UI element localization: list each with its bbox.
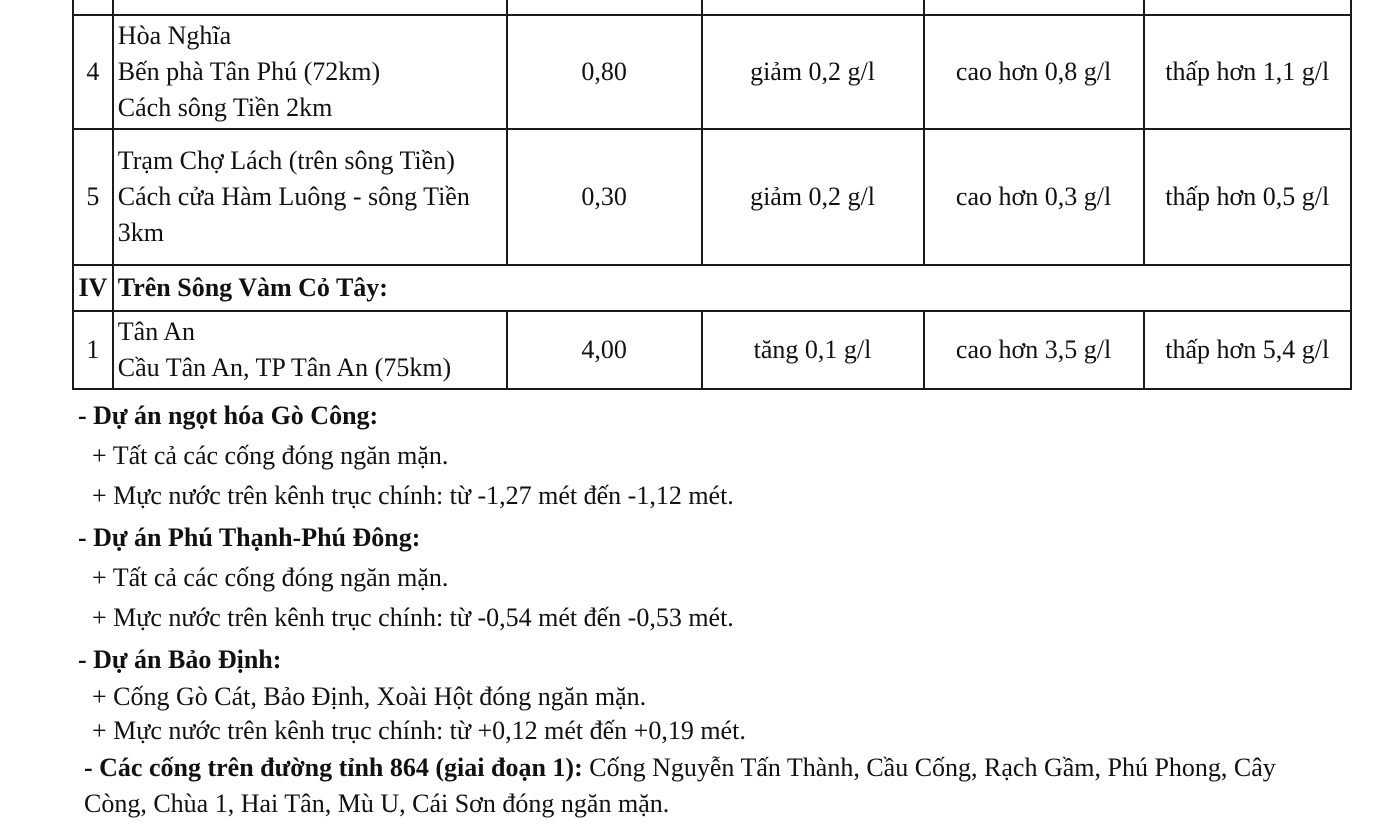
location-distance: Cách sông Tiền 2km <box>117 93 333 122</box>
salinity-value-cell: 4,00 <box>507 311 702 389</box>
average-cell: thấp hơn 5,4 g/l <box>1144 311 1351 389</box>
section-numeral: IV <box>73 265 113 311</box>
note-line: + Mực nước trên kênh trục chính: từ +0,12 mét đến +0,19 mét. <box>92 716 746 745</box>
note-route-864-text: Cống Nguyễn Tấn Thành, Cầu Cống, Rạch Gầm, Phú Phong, Cây Còng, Chùa 1, Hai Tân, Mù U, Cái Sơn đóng ngăn mặn. <box>84 753 1276 818</box>
compare-cell: cao hơn 0,3 g/l <box>924 129 1144 265</box>
location-cell <box>113 311 507 389</box>
location-cell <box>113 15 507 129</box>
table-row <box>73 311 1351 389</box>
salinity-table <box>72 0 1352 390</box>
note-bao-dinh <box>78 640 1318 748</box>
note-go-cong <box>78 396 1318 516</box>
note-heading: - Dự án Bảo Định: <box>78 645 282 674</box>
stt-cell <box>73 0 113 15</box>
compare-cell: cao hơn 3,5 g/l <box>924 311 1144 389</box>
note-line: + Cống Gò Cát, Bảo Định, Xoài Hột đóng ngăn mặn. <box>92 682 647 711</box>
average-cell: thấp hơn 1,1 g/l <box>1144 15 1351 129</box>
note-heading: - Dự án Phú Thạnh-Phú Đông: <box>78 523 421 552</box>
compare-cell <box>924 0 1144 15</box>
stt-cell: 1 <box>73 311 113 389</box>
note-line: + Tất cả các cống đóng ngăn mặn. <box>92 441 449 470</box>
note-phu-thanh <box>78 518 1318 638</box>
location-detail: Bến phà Tân Phú (72km) <box>117 57 381 86</box>
location-cell <box>113 129 507 265</box>
table-row <box>73 15 1351 129</box>
change-cell <box>702 0 924 15</box>
stt-cell: 5 <box>73 129 113 265</box>
note-heading: - Dự án ngọt hóa Gò Công: <box>78 401 379 430</box>
stt-cell: 4 <box>73 15 113 129</box>
section-title: Trên Sông Vàm Cỏ Tây: <box>113 265 1351 311</box>
change-cell: tăng 0,1 g/l <box>702 311 924 389</box>
change-cell: giảm 0,2 g/l <box>702 15 924 129</box>
note-line: + Tất cả các cống đóng ngăn mặn. <box>92 563 449 592</box>
table-section-row <box>73 265 1351 311</box>
note-line: + Mực nước trên kênh trục chính: từ -1,27 mét đến -1,12 mét. <box>92 481 734 510</box>
note-route-864-label: - Các cống trên đường tỉnh 864 (giai đoạn 1): <box>84 753 583 782</box>
value-cell <box>507 0 702 15</box>
project-notes <box>78 396 1318 822</box>
location-name: Trạm Chợ Lách (trên sông Tiền) <box>117 146 455 175</box>
note-line: + Mực nước trên kênh trục chính: từ -0,54 mét đến -0,53 mét. <box>92 603 734 632</box>
table-row <box>73 129 1351 265</box>
location-detail: Cầu Tân An, TP Tân An (75km) <box>117 353 452 382</box>
location-name: Tân An <box>117 317 196 346</box>
average-cell: thấp hơn 0,5 g/l <box>1144 129 1351 265</box>
note-route-864 <box>78 750 1318 822</box>
average-cell <box>1144 0 1351 15</box>
table-row-partial <box>73 0 1351 15</box>
location-distance: Cách cửa Hàm Luông - sông Tiền 3km <box>117 182 470 247</box>
location-name: Hòa Nghĩa <box>117 21 232 50</box>
compare-cell: cao hơn 0,8 g/l <box>924 15 1144 129</box>
salinity-value-cell: 0,30 <box>507 129 702 265</box>
change-cell: giảm 0,2 g/l <box>702 129 924 265</box>
location-cell <box>113 0 507 15</box>
salinity-value-cell: 0,80 <box>507 15 702 129</box>
